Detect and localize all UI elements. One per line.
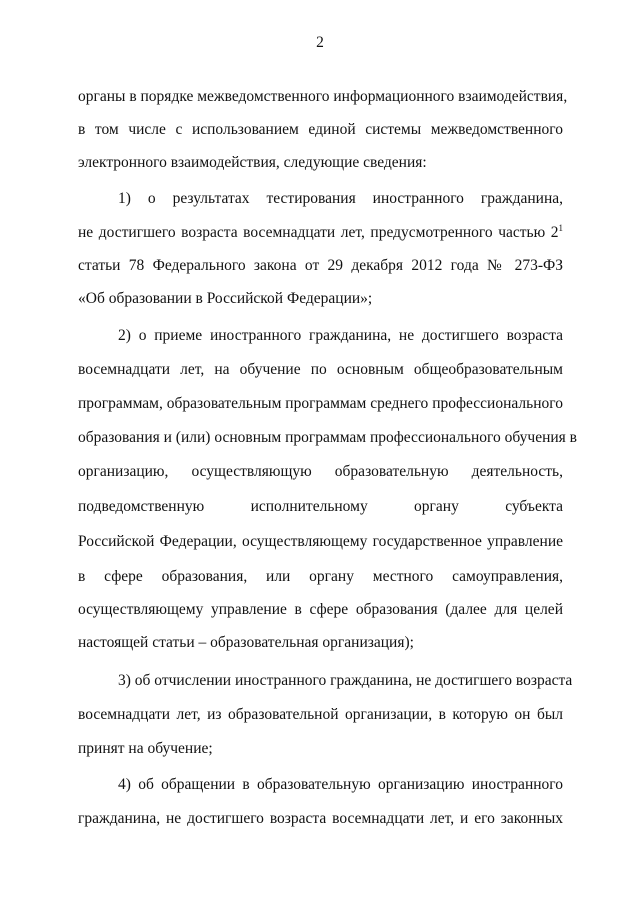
list-item-2-line: 2) о приеме иностранного гражданина, не достигшего возраста [118,327,563,344]
superscript: 1 [558,223,563,233]
text-line: «Об образовании в Российской Федерации»; [78,290,373,307]
list-item-1-line: 1) о результатах тестирования иностранного гражданина, [118,190,563,207]
text-line: восемнадцати лет, из образовательной организации, в которую он был [78,706,563,723]
text-line: Российской Федерации, осуществляющему государственное управление [78,533,563,550]
text-line: программам, образовательным программам среднего профессионального [78,395,563,412]
text-line: электронного взаимодействия, следующие сведения: [78,154,427,171]
text-line: в сфере образования, или органу местного самоуправления, [78,568,563,585]
text-line: статьи 78 Федерального закона от 29 декабря 2012 года № 273-ФЗ [78,257,563,274]
list-item-4-line: 4) об обращении в образовательную организацию иностранного [118,776,563,793]
text-line: в том числе с использованием единой системы межведомственного [78,121,563,138]
text-line: образования и (или) основным программам профессионального обучения в [78,429,578,446]
text-line: подведомственную исполнительному органу субъекта [78,498,563,515]
text-line: осуществляющему управление в сфере образования (далее для целей [78,601,563,618]
text-line: органы в порядке межведомственного информационного взаимодействия, [78,88,568,105]
text-line: принят на обучение; [78,740,213,757]
text-line: гражданина, не достигшего возраста восемнадцати лет, и его законных [78,810,563,827]
text-line: настоящей статьи – образовательная организация); [78,634,414,651]
text-line-with-superscript [78,223,563,243]
text-line: организацию, осуществляющую образовательную деятельность, [78,463,563,480]
page-number: 2 [316,34,324,51]
text-line: не достигшего возраста восемнадцати лет, предусмотренного частью 2 [78,224,559,241]
text-line: восемнадцати лет, на обучение по основным общеобразовательным [78,361,563,378]
list-item-3-line: 3) об отчислении иностранного гражданина, не достигшего возраста [118,672,573,689]
